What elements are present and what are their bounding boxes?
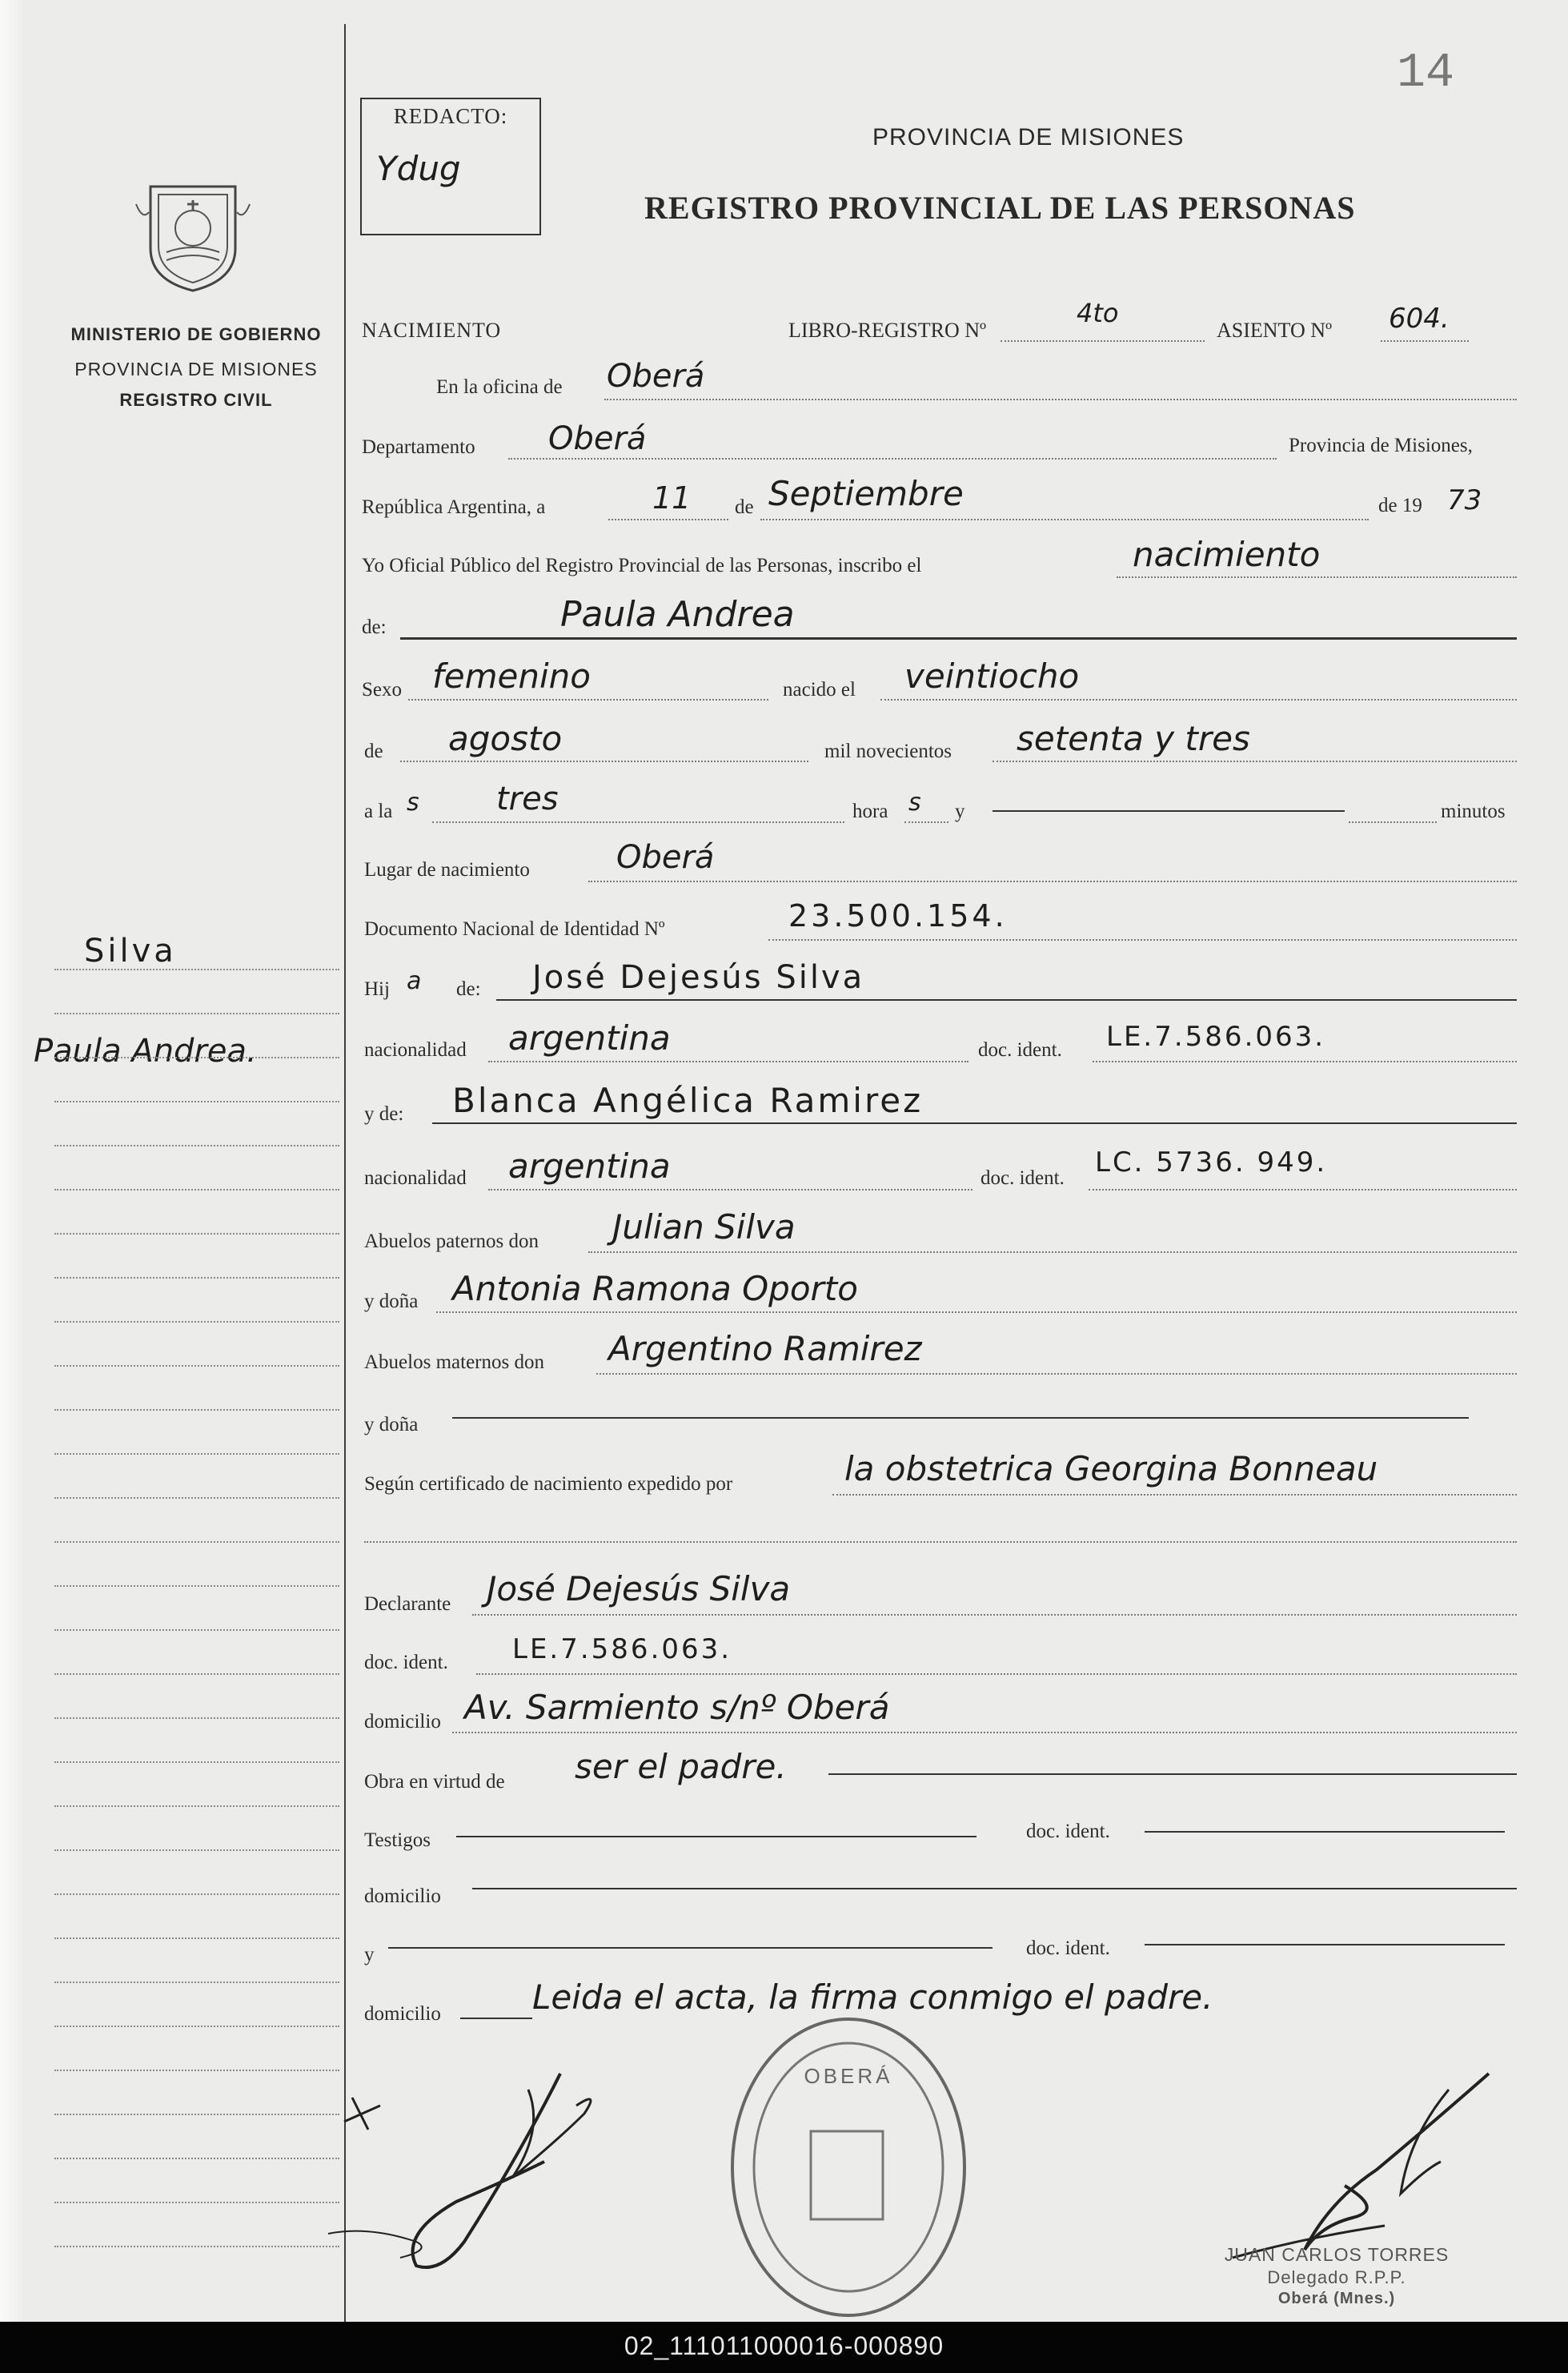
mes-value: Septiembre xyxy=(768,474,964,513)
cert-line-2 xyxy=(364,1541,1517,1543)
registry-title: REGISTRO PROVINCIAL DE LAS PERSONAS xyxy=(644,190,1356,226)
doc3-label: doc. ident. xyxy=(364,1652,448,1673)
province-label: PROVINCIA DE MISIONES xyxy=(74,359,318,379)
nac2-line xyxy=(488,1189,972,1191)
officer-signature-icon xyxy=(1185,2066,1505,2274)
margin-names: Paula Andrea. xyxy=(34,1033,257,1070)
dni-value: 23.500.154. xyxy=(788,898,1008,934)
nac1-line xyxy=(488,1061,968,1062)
officer-title: Delegado R.P.P. xyxy=(1267,2267,1406,2287)
margin-ruled-line xyxy=(54,1893,339,1895)
margin-ruled-line xyxy=(54,1145,339,1146)
cert-label: Según certificado de nacimiento expedido por xyxy=(364,1473,733,1495)
doc2-value: LC. 5736. 949. xyxy=(1095,1146,1328,1178)
margin-ruled-line xyxy=(54,2026,339,2027)
redacto-box xyxy=(360,98,541,235)
anio-line xyxy=(993,761,1517,762)
domicilio-line xyxy=(452,1732,1517,1733)
sexo-value: femenino xyxy=(432,656,591,696)
padre-line xyxy=(496,999,1517,1001)
civil-registry-label: REGISTRO CIVIL xyxy=(119,390,273,410)
nacimiento-label: NACIMIENTO xyxy=(362,319,502,342)
margin-ruled-line xyxy=(54,1629,339,1631)
sexo-line xyxy=(408,699,768,701)
redacto-label: REDACTO: xyxy=(393,104,508,128)
declarante-line xyxy=(472,1614,1517,1616)
domicilio2-line xyxy=(472,1888,1517,1889)
de-label: de xyxy=(735,496,754,518)
testigos-label: Testigos xyxy=(364,1829,431,1851)
margin-ruled-line xyxy=(54,969,339,970)
libro-line xyxy=(1001,340,1205,342)
de-year-label: de 19 xyxy=(1378,495,1422,516)
oficina-label: En la oficina de xyxy=(436,376,563,398)
republica-label: República Argentina, a xyxy=(362,496,546,518)
ydona-label: y doña xyxy=(364,1291,419,1312)
margin-ruled-line xyxy=(54,1937,339,1939)
departamento-label: Departamento xyxy=(362,436,475,458)
obra-value: ser el padre. xyxy=(575,1747,787,1786)
hora-value: tres xyxy=(496,781,559,817)
mes-line xyxy=(760,519,1369,520)
provincia-suffix: Provincia de Misiones, xyxy=(1289,435,1473,456)
doc3-value: LE.7.586.063. xyxy=(512,1633,732,1665)
name-line xyxy=(400,637,1517,640)
madre-line xyxy=(432,1122,1517,1124)
domicilio3-label: domicilio xyxy=(364,2003,441,2025)
de-name-label: de: xyxy=(362,616,387,638)
doc3-line xyxy=(476,1673,1517,1675)
officer-name: JUAN CARLOS TORRES xyxy=(1224,2244,1450,2265)
mes-nac-value: agosto xyxy=(448,719,563,758)
minutos-label: minutos xyxy=(1441,801,1506,822)
margin-ruled-line xyxy=(54,1453,339,1455)
page-edge xyxy=(0,0,24,2322)
nac2-value: argentina xyxy=(508,1146,671,1186)
a-la-label: a la xyxy=(364,801,393,822)
doc5-line xyxy=(1145,1944,1505,1945)
ab-mat-value: Argentino Ramirez xyxy=(608,1329,922,1368)
ydona2-label: y doña xyxy=(364,1414,419,1435)
doc1-line xyxy=(1093,1061,1517,1062)
nac2-label: nacionalidad xyxy=(364,1167,467,1189)
domicilio-value: Av. Sarmiento s/nº Oberá xyxy=(464,1688,890,1727)
margin-ruled-line xyxy=(54,2158,339,2159)
ab-mat-label: Abuelos maternos don xyxy=(364,1351,544,1373)
margin-ruled-line xyxy=(54,1541,339,1543)
image-identifier: 02_111011000016-000890 xyxy=(624,2331,944,2360)
ydona2-line xyxy=(452,1417,1469,1419)
margin-ruled-line xyxy=(54,1365,339,1367)
margin-ruled-line xyxy=(54,1233,339,1235)
cert-line xyxy=(832,1494,1517,1496)
libro-label: LIBRO-REGISTRO Nº xyxy=(788,319,987,342)
minutos-line xyxy=(993,810,1345,812)
margin-ruled-line xyxy=(54,1805,339,1807)
asiento-line xyxy=(1381,340,1469,342)
hij-label: Hij xyxy=(364,978,390,1000)
name-value: Paula Andrea xyxy=(560,594,795,635)
hora-s: s xyxy=(908,789,921,817)
ab-pat-line xyxy=(588,1251,1517,1253)
ab-pat-value: Julian Silva xyxy=(612,1207,796,1247)
closing-lead-line xyxy=(460,2018,532,2019)
doc4-label: doc. ident. xyxy=(1026,1821,1110,1842)
sexo-label: Sexo xyxy=(362,679,402,701)
mil-label: mil novecientos xyxy=(824,741,952,762)
margin-ruled-line xyxy=(54,1057,339,1058)
margin-ruled-line xyxy=(54,1982,339,1983)
domicilio-label: domicilio xyxy=(364,1711,441,1733)
margin-ruled-line xyxy=(54,2202,339,2203)
margin-ruled-line xyxy=(54,1277,339,1279)
inscribo-value: nacimiento xyxy=(1133,535,1321,574)
declarante-label: Declarante xyxy=(364,1593,451,1615)
mes-nac-line xyxy=(400,761,808,762)
nacido-label: nacido el xyxy=(783,679,856,701)
domicilio2-label: domicilio xyxy=(364,1885,441,1907)
margin-ruled-line xyxy=(54,2246,339,2247)
yo-oficial-label: Yo Oficial Público del Registro Provincial de las Personas, inscribo el xyxy=(362,555,922,576)
departamento-line xyxy=(508,458,1277,460)
cert-value: la obstetrica Georgina Bonneau xyxy=(844,1449,1378,1488)
doc2-label: doc. ident. xyxy=(981,1167,1065,1189)
doc4-line xyxy=(1145,1831,1505,1833)
minutos-dots xyxy=(1349,821,1437,823)
margin-rule xyxy=(344,24,346,2322)
y2-line xyxy=(388,1947,993,1949)
doc5-label: doc. ident. xyxy=(1026,1937,1110,1959)
y2-label: y xyxy=(364,1944,375,1965)
lugar-label: Lugar de nacimiento xyxy=(364,859,530,881)
margin-ruled-line xyxy=(54,1409,339,1411)
stamp-center-text: OBERÁ xyxy=(804,2064,893,2088)
oficina-value: Oberá xyxy=(607,358,705,395)
dia-value: 11 xyxy=(652,480,692,516)
province-seal-icon xyxy=(134,172,251,292)
redacto-initials: Ydug xyxy=(376,149,461,188)
obra-label: Obra en virtud de xyxy=(364,1771,505,1793)
margin-ruled-line xyxy=(54,1189,339,1191)
declarant-signature-icon xyxy=(320,2042,664,2282)
dni-line xyxy=(768,939,1517,941)
oficina-line xyxy=(604,399,1517,400)
ab-pat-dona-line xyxy=(436,1311,1517,1313)
margin-ruled-line xyxy=(54,1849,339,1851)
province-title: PROVINCIA DE MISIONES xyxy=(872,124,1185,151)
doc2-line xyxy=(1089,1189,1517,1191)
declarante-value: José Dejesús Silva xyxy=(487,1569,791,1608)
libro-value: 4to xyxy=(1077,298,1119,328)
year-value: 73 xyxy=(1447,484,1482,516)
anio-value: setenta y tres xyxy=(1017,719,1250,758)
doc1-label: doc. ident. xyxy=(978,1039,1062,1061)
departamento-value: Oberá xyxy=(548,420,647,457)
dia-line xyxy=(608,519,728,520)
doc1-value: LE.7.586.063. xyxy=(1106,1021,1326,1053)
nacido-line xyxy=(880,699,1517,701)
margin-ruled-line xyxy=(54,2070,339,2071)
officer-place: Oberá (Mnes.) xyxy=(1277,2290,1396,2307)
nacido-value: veintiocho xyxy=(904,656,1080,696)
de-mes-label: de xyxy=(364,741,383,762)
margin-ruled-line xyxy=(54,1497,339,1499)
ab-mat-line xyxy=(596,1373,1517,1375)
nac1-label: nacionalidad xyxy=(364,1039,467,1061)
margin-ruled-line xyxy=(54,1321,339,1323)
ministry-label: MINISTERIO DE GOBIERNO xyxy=(70,324,322,344)
asiento-value: 604. xyxy=(1389,303,1450,335)
hora-s-line xyxy=(904,821,948,823)
official-stamp-icon xyxy=(724,2011,972,2323)
padre-value: José Dejesús Silva xyxy=(532,959,865,996)
closing-value: Leida el acta, la firma conmigo el padre. xyxy=(532,1978,1213,2017)
margin-ruled-line xyxy=(54,1013,339,1014)
margin-ruled-line xyxy=(54,1101,339,1102)
y-label: y xyxy=(955,801,965,822)
ab-pat-label: Abuelos paternos don xyxy=(364,1231,539,1252)
margin-ruled-line xyxy=(54,1717,339,1719)
margin-surname: Silva xyxy=(84,933,177,970)
hij-de-label: de: xyxy=(456,978,481,1000)
dni-label: Documento Nacional de Identidad Nº xyxy=(364,918,665,940)
margin-ruled-line xyxy=(54,1761,339,1763)
footer-bar xyxy=(0,2322,1568,2373)
ab-pat-dona-value: Antonia Ramona Oporto xyxy=(452,1269,858,1308)
margin-ruled-line xyxy=(54,2114,339,2115)
hora-line xyxy=(432,821,844,823)
lugar-line xyxy=(588,881,1517,882)
margin-ruled-line xyxy=(54,1673,339,1675)
nac1-value: argentina xyxy=(508,1018,671,1058)
hij-suffix: a xyxy=(407,967,422,995)
lugar-value: Oberá xyxy=(616,839,715,876)
asiento-label: ASIENTO Nº xyxy=(1217,319,1333,342)
yde-label: y de: xyxy=(364,1103,404,1125)
obra-line xyxy=(828,1773,1517,1775)
page-number: 14 xyxy=(1397,46,1455,101)
testigos-line xyxy=(456,1836,976,1837)
inscribo-line xyxy=(1117,576,1517,578)
a-la-s: s xyxy=(407,789,419,817)
hora-label: hora xyxy=(852,801,888,822)
madre-value: Blanca Angélica Ramirez xyxy=(452,1081,924,1120)
margin-ruled-line xyxy=(54,1585,339,1587)
